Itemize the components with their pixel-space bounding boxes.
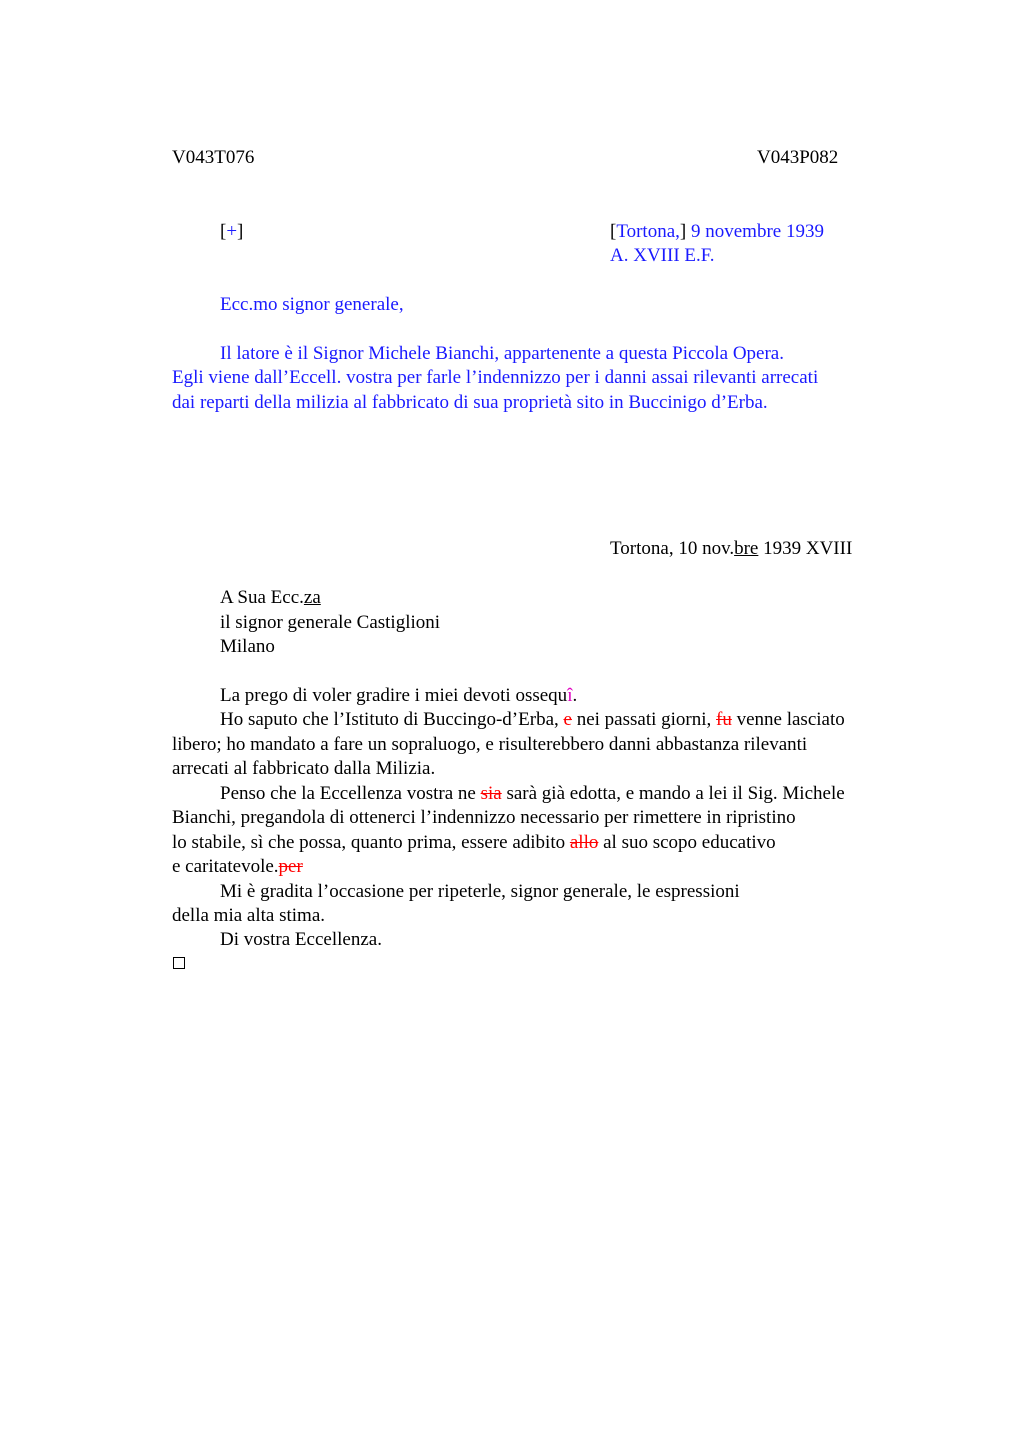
dateline-year: 1939 XVIII [758,538,853,559]
cross-symbol: + [226,221,238,242]
text-run: Ho saputo che l’Istituto di Buccingo-d’Erba, [220,709,564,730]
dateline-text: Tortona, 10 nov. [610,538,735,559]
cross-mark [220,220,243,244]
draft-dateline [610,220,824,244]
deleted-text: per [278,856,303,877]
letter-paragraph-line: Mi è gradita l’occasione per ripeterle, signor generale, le espressioni [220,881,740,902]
addressee-line: Milano [220,636,275,657]
text-run: Penso che la Eccellenza vostra ne [220,783,481,804]
bracket-open: [ [610,221,617,242]
bracket-close: ] [679,221,687,242]
letter-paragraph-line: Bianchi, pregandola di ottenerci l’indennizzo necessario per rimettere in ripristino [172,807,796,828]
letter-paragraph-line: della mia alta stima. [172,905,326,926]
text-run: al suo scopo educativo [598,832,776,853]
document-code-left: V043T076 [172,147,255,168]
letter-paragraph-line [220,684,577,708]
addressee-abbreviation: za [303,587,321,608]
document-code-right: V043P082 [757,147,839,168]
addressee-line: il signor generale Castiglioni [220,612,441,633]
text-run: lo stabile, sì che possa, quanto prima, essere adibito [172,832,570,853]
letter-paragraph-line [220,782,845,806]
letter-dateline [610,537,852,561]
text-run: nei passati giorni, [571,709,717,730]
text-run: . [572,685,578,706]
text-run: sarà già edotta, e mando a lei il Sig. Michele [501,783,845,804]
dateline-abbreviation: bre [734,538,759,559]
bracket-open: [ [220,221,227,242]
draft-date: 9 novembre 1939 [686,221,824,242]
checkbox-square-icon [173,957,185,969]
draft-body-line: Il latore è il Signor Michele Bianchi, appartenente a questa Piccola Opera. [220,343,784,364]
letter-paragraph-line [172,855,303,879]
text-run: venne lasciato [731,709,845,730]
letter-closing: Di vostra Eccellenza. [220,929,382,950]
letter-paragraph-line: arrecati al fabbricato dalla Milizia. [172,758,436,779]
deleted-text: fu [716,709,732,730]
annotation-mark: î [567,685,573,706]
letter-paragraph-line: libero; ho mandato a fare un sopraluogo, e risulterebbero danni abbastanza rilevanti [172,734,808,755]
deleted-text: allo [569,832,599,853]
addressee-line [220,586,321,610]
letter-paragraph-line [172,831,776,855]
deleted-text: e [563,709,572,730]
draft-place: Tortona, [616,221,680,242]
draft-era: A. XVIII E.F. [610,245,715,266]
draft-body-line: dai reparti della milizia al fabbricato di sua proprietà sito in Buccinigo d’Erba. [172,392,768,413]
text-run: La prego di voler gradire i miei devoti ossequ [220,685,568,706]
draft-body-line: Egli viene dall’Eccell. vostra per farle l’indennizzo per i danni assai rilevanti arrecati [172,367,819,388]
draft-salutation: Ecc.mo signor generale, [220,294,404,315]
letter-paragraph-line [220,708,845,732]
deleted-text: sia [480,783,502,804]
text-run: e caritatevole. [172,856,279,877]
bracket-close: ] [237,221,244,242]
addressee-text: A Sua Ecc. [220,587,304,608]
